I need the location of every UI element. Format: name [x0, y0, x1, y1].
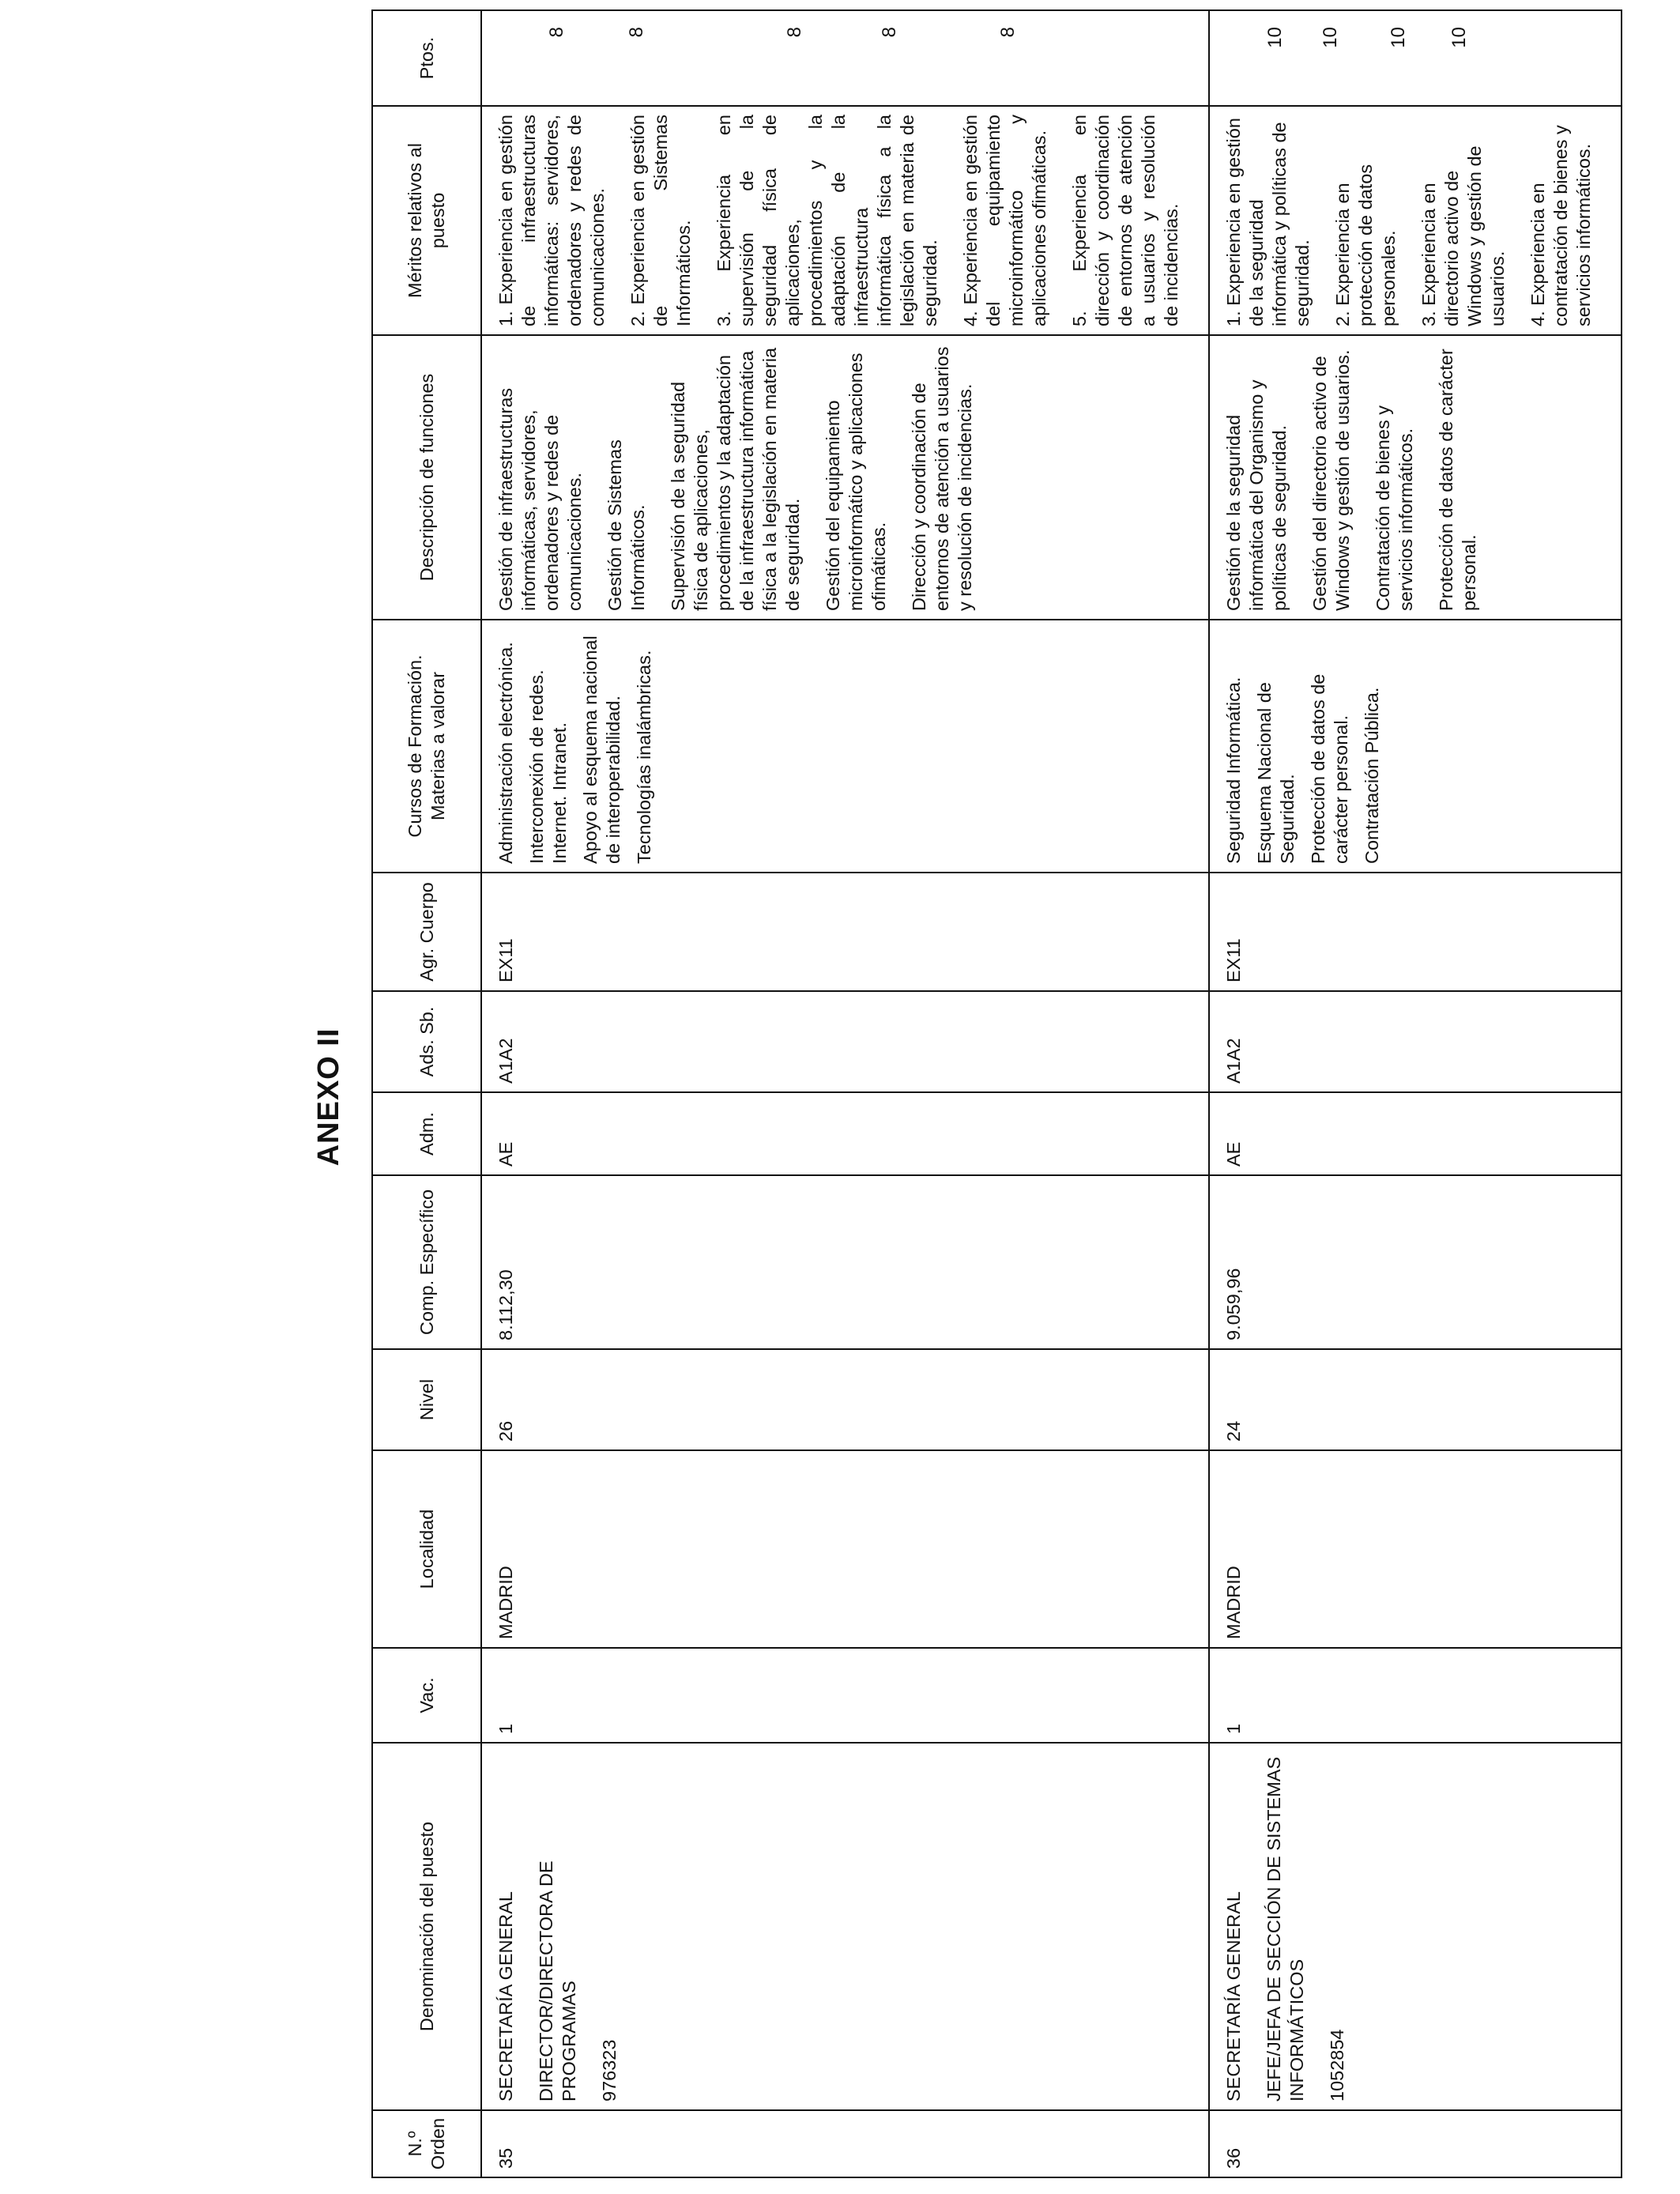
post-code: 976323 [599, 2039, 620, 2102]
cell-ads: A1A2 [481, 991, 1209, 1092]
cell-denominacion [481, 1743, 1209, 2110]
header-row [372, 10, 481, 2177]
cell-comp: 9.059,96 [1209, 1175, 1622, 1349]
cell-cursos [1209, 620, 1622, 873]
function-item: Supervisión de la seguridad física de aplicaciones, procedimientos y la adaptación de la infraestructura informática física a la legislación en materia de seguridad. [668, 347, 803, 611]
header-nivel: Nivel [372, 1349, 481, 1450]
points-value: 8 [784, 27, 805, 38]
course-item: Interconexión de redes. Internet. Intranet. [526, 669, 570, 864]
points-value: 8 [879, 27, 900, 38]
cell-agr: EX11 [481, 873, 1209, 991]
course-item: Esquema Nacional de Seguridad. [1254, 682, 1298, 864]
header-agr: Agr. Cuerpo [372, 873, 481, 991]
cell-puntos [1209, 10, 1622, 106]
course-item: Protección de datos de carácter personal. [1308, 673, 1351, 864]
function-item: Gestión de Sistemas Informáticos. [605, 439, 648, 611]
function-item: Dirección y coordinación de entornos de atención a usuarios y resolución de incidencias. [909, 346, 975, 611]
cell-adm: AE [481, 1092, 1209, 1175]
function-item: Gestión de la seguridad informática del Organismo y políticas de seguridad. [1223, 379, 1290, 611]
header-vac: Vac. [372, 1648, 481, 1743]
function-item: Protección de datos de carácter personal. [1436, 349, 1479, 611]
cell-funciones [1209, 335, 1622, 620]
merit-item: 3. Experiencia en supervisión de la seguridad física de aplicaciones, procedimientos y la adaptación de la infraestructura informática física a la legislación en materia de seguridad. [714, 115, 940, 326]
cell-localidad: MADRID [481, 1450, 1209, 1648]
course-item: Contratación Pública. [1362, 687, 1382, 864]
unit-name: SECRETARÍA GENERAL [495, 1891, 516, 2102]
merit-item: 4. Experiencia en contratación de bienes y servicios informáticos. [1527, 125, 1594, 326]
cell-meritos [1209, 106, 1622, 335]
cell-nivel: 24 [1209, 1349, 1622, 1450]
merit-item: 4. Experiencia en gestión del equipamiento microinformático y aplicaciones ofimáticas. [960, 115, 1049, 326]
merit-item: 2. Experiencia en protección de datos personales. [1332, 164, 1399, 326]
function-item: Gestión del equipamiento microinformático y aplicaciones ofimáticas. [823, 352, 889, 611]
points-value: 10 [1388, 27, 1409, 48]
header-meritos: Méritos relativos al puesto [372, 106, 481, 335]
cell-agr: EX11 [1209, 873, 1622, 991]
function-item: Gestión de infraestructuras informáticas, servidores, ordenadores y redes de comunicaciones. [495, 387, 585, 611]
table-row [1209, 10, 1622, 2177]
course-item: Tecnologías inalámbricas. [634, 650, 654, 864]
header-comp: Comp. Específico [372, 1175, 481, 1349]
merit-item: 2. Experiencia en gestión de Sistemas Informáticos. [627, 115, 694, 326]
cell-orden: 36 [1209, 2110, 1622, 2177]
cell-denominacion [1209, 1743, 1622, 2110]
header-adm: Adm. [372, 1092, 481, 1175]
merit-item: 1. Experiencia en gestión de infraestructuras informáticas: servidores, ordenadores y redes de comunicaciones. [495, 115, 608, 326]
cell-puntos [481, 10, 1209, 106]
header-cursos: Cursos de Formación. Materias a valorar [372, 620, 481, 873]
course-item: Seguridad Informática. [1223, 677, 1244, 864]
cell-cursos [481, 620, 1209, 873]
function-item: Contratación de bienes y servicios informáticos. [1373, 405, 1416, 611]
positions-table [371, 9, 1622, 2178]
cell-funciones [481, 335, 1209, 620]
cell-adm: AE [1209, 1092, 1622, 1175]
points-value: 10 [1264, 27, 1286, 48]
cell-meritos [481, 106, 1209, 335]
header-denominacion: Denominación del puesto [372, 1743, 481, 2110]
header-orden: N.º Orden [372, 2110, 481, 2177]
cell-orden: 35 [481, 2110, 1209, 2177]
post-name: DIRECTOR/DIRECTORA DE PROGRAMAS [536, 1860, 579, 2102]
merit-item: 3. Experiencia en directorio activo de Windows y gestión de usuarios. [1418, 145, 1508, 326]
header-descripcion: Descripción de funciones [372, 335, 481, 620]
post-name: JEFE/JEFA DE SECCIÓN DE SISTEMAS INFORMÁTICOS [1264, 1756, 1307, 2102]
function-item: Gestión del directorio activo de Windows y gestión de usuarios. [1309, 349, 1353, 611]
points-value: 8 [626, 27, 647, 38]
unit-name: SECRETARÍA GENERAL [1223, 1891, 1244, 2102]
cell-comp: 8.112,30 [481, 1175, 1209, 1349]
points-value: 10 [1448, 27, 1470, 48]
course-item: Apoyo al esquema nacional de interoperabilidad. [580, 635, 623, 864]
cell-nivel: 26 [481, 1349, 1209, 1450]
header-ads: Ads. Sb. [372, 991, 481, 1092]
merit-item: 1. Experiencia en gestión de la seguridad informática y políticas de seguridad. [1223, 118, 1313, 326]
cell-ads: A1A2 [1209, 991, 1622, 1092]
cell-localidad: MADRID [1209, 1450, 1622, 1648]
table-row [481, 10, 1209, 2177]
post-code: 1052854 [1327, 2029, 1347, 2102]
merit-item: 5. Experiencia en dirección y coordinación de entornos de atención a usuarios y resolución de incidencias. [1069, 115, 1181, 326]
cell-vac: 1 [1209, 1648, 1622, 1743]
annex-title: ANEXO II [312, 1027, 345, 1167]
cell-vac: 1 [481, 1648, 1209, 1743]
header-ptos: Ptos. [372, 10, 481, 106]
points-value: 8 [546, 27, 567, 38]
points-value: 10 [1320, 27, 1341, 48]
header-localidad: Localidad [372, 1450, 481, 1648]
course-item: Administración electrónica. [495, 642, 516, 864]
points-value: 8 [997, 27, 1019, 38]
